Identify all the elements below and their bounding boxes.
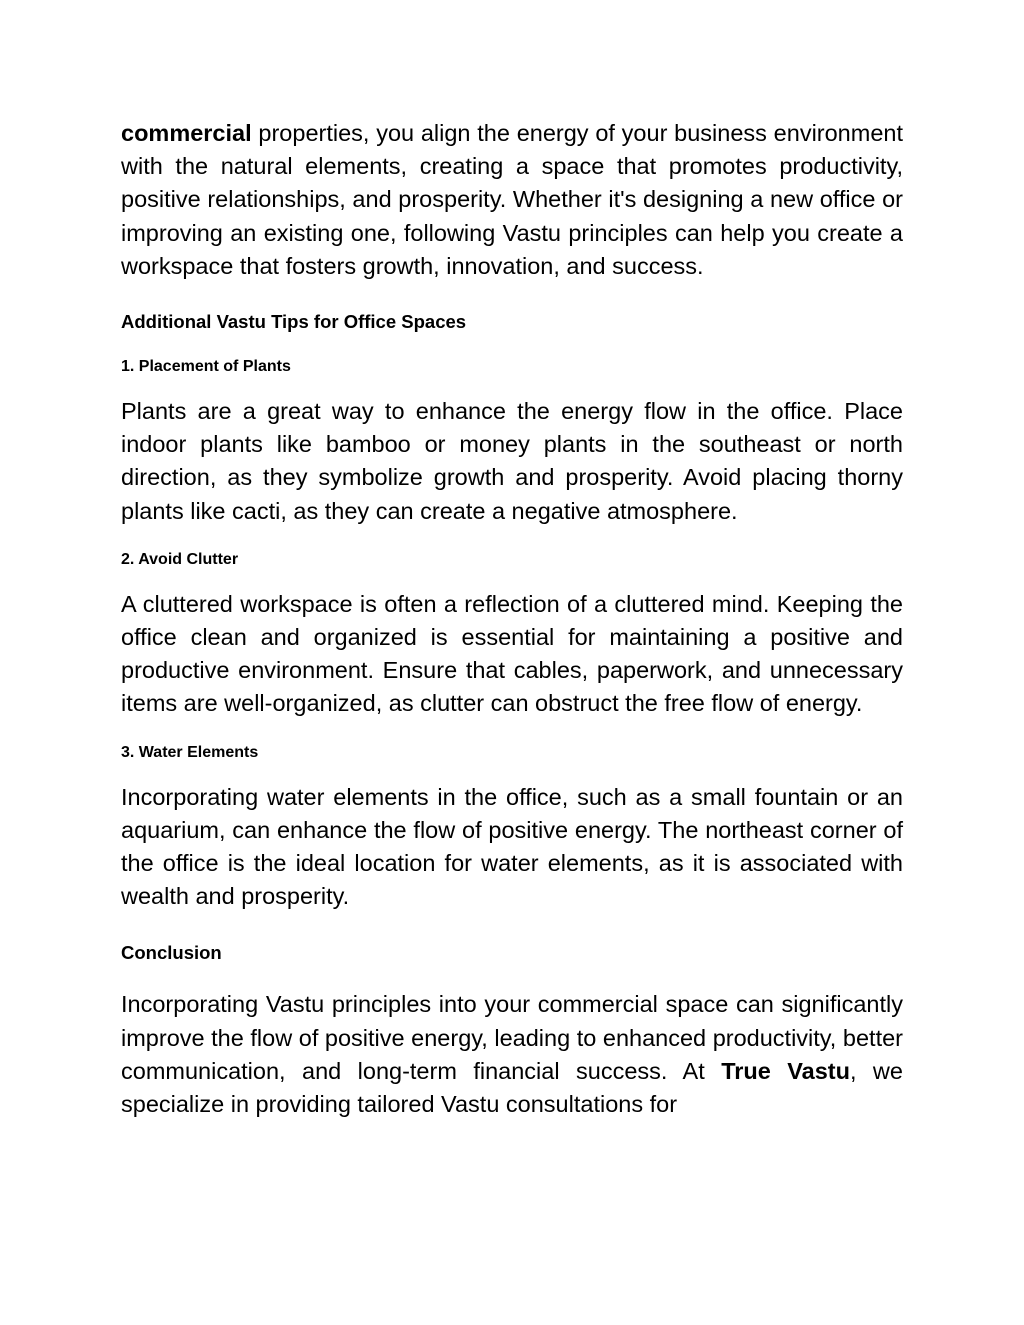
conclusion-paragraph [121, 988, 903, 1121]
document-page [121, 117, 903, 1121]
tip-body-water: Incorporating water elements in the office, such as a small fountain or an aquarium, can enhance the flow of positive energy. The northeast corner of the office is the ideal location for water elements, as it is associated with wealth and prosperity. [121, 783, 903, 910]
tip-body-plants: Plants are a great way to enhance the energy flow in the office. Place indoor plants like bamboo or money plants in the southeast or north direction, as they symbolize growth and prosperity. Avoid placing thorny plants like cacti, as they can create a negative atmosphere. [121, 398, 903, 524]
brand-name: True Vastu [721, 1057, 850, 1084]
intro-bold-lead: commercial [121, 120, 252, 146]
tip-body-clutter: A cluttered workspace is often a reflection of a cluttered mind. Keeping the office clean and organized is essential for maintaining a positive and productive environment. Ensure that cables, paperwork, and unnecessary items are well-organized, as clutter can obstruct the free flow of energy. [121, 590, 903, 717]
additional-tips-heading: Additional Vastu Tips for Office Spaces [121, 311, 467, 333]
tip-title-clutter: 2. Avoid Clutter [121, 550, 239, 568]
conclusion-text-after: , we specialize in providing tailored Vastu consultations for [121, 1057, 903, 1118]
tip-title-water: 3. Water Elements [121, 743, 259, 761]
intro-text: properties, you align the energy of your business environment with the natural elements, creating a space that promotes productivity, positive relationships, and prosperity. Whether it's designing a new office or improving an existing one, following Vastu principles can help you create a workspace that fosters growth, innovation, and success. [121, 120, 903, 279]
conclusion-heading: Conclusion [121, 942, 222, 964]
intro-paragraph [121, 117, 903, 283]
conclusion-text-before: Incorporating Vastu principles into your commercial space can significantly improve the flow of positive energy, leading to enhanced productivity, better communication, and long-term financial success. At [121, 991, 903, 1084]
tip-title-plants: 1. Placement of Plants [121, 358, 291, 376]
